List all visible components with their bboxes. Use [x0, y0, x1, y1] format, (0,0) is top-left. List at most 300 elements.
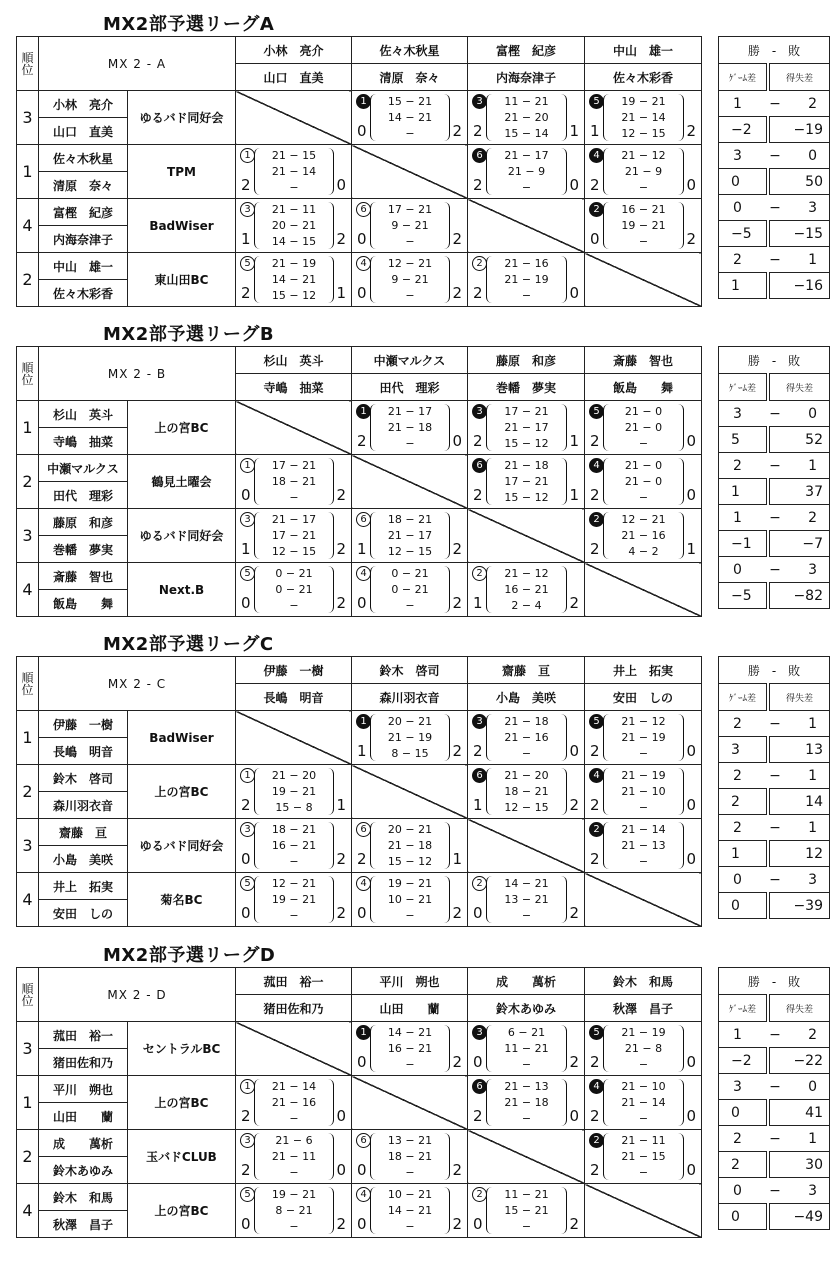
game1-score: 20 − 21 [387, 823, 433, 836]
game1-score: 12 − 21 [387, 257, 433, 270]
game3-score: 15 − 12 [387, 855, 433, 868]
game-diff: −5 [719, 583, 769, 609]
game1-score: 21 − 14 [271, 1080, 317, 1093]
games-won: 2 [590, 432, 600, 450]
match-number-badge: 5 [240, 566, 255, 581]
match-number-badge: 2 [589, 512, 604, 527]
games-won: 2 [590, 486, 600, 504]
match-result-cell [468, 1022, 585, 1076]
game2-score: 21 − 11 [271, 1150, 317, 1163]
game1-score: 21 − 15 [271, 149, 317, 162]
game1-score: 21 − 19 [271, 257, 317, 270]
win-loss-record [719, 711, 830, 737]
team-club: 上の宮BC [128, 1076, 236, 1130]
game1-score: 12 − 21 [271, 877, 317, 890]
game2-score: 21 − 16 [504, 731, 549, 744]
match-result-cell [236, 873, 352, 927]
match-number-badge: 4 [589, 1079, 604, 1094]
game-scores-bracket [254, 1079, 334, 1126]
games-lost: 0 [686, 176, 697, 194]
win-loss-record [719, 505, 830, 531]
game3-score: − [289, 1166, 299, 1179]
point-diff: 37 [768, 479, 829, 505]
match-number-badge: 6 [356, 1133, 371, 1148]
game-scores-bracket [370, 512, 450, 559]
wins: 2 [733, 1130, 742, 1147]
game1-score: 21 − 14 [621, 823, 666, 836]
team-player1: 齋藤 亘 [39, 819, 128, 846]
win-loss-record [719, 247, 830, 273]
game2-score: 21 − 0 [624, 475, 663, 488]
match-result-cell [352, 711, 468, 765]
game-scores-bracket [254, 202, 334, 249]
game2-score: 8 − 21 [275, 1204, 313, 1217]
match-result-cell [468, 1076, 585, 1130]
game1-score: 0 − 21 [391, 567, 429, 580]
games-won: 0 [473, 1053, 483, 1071]
games-won: 0 [473, 904, 483, 922]
match-number-badge: 5 [589, 404, 604, 419]
team-player1: 平川 朔也 [39, 1076, 128, 1103]
game-scores-bracket [603, 202, 684, 249]
col-header-player1: 成 萬析 [468, 968, 585, 995]
win-loss-record [719, 401, 830, 427]
game3-score: − [638, 235, 649, 248]
game-scores-bracket [603, 458, 684, 505]
self-match-cell [352, 1076, 468, 1130]
games-lost: 2 [336, 850, 346, 868]
game-scores-bracket [370, 404, 450, 451]
game-scores-bracket [603, 1025, 684, 1072]
team-player1: 佐々木秋星 [39, 145, 128, 172]
match-result-cell [585, 91, 702, 145]
game-diff: 2 [719, 1152, 769, 1178]
game2-score: 16 − 21 [387, 1042, 433, 1055]
game1-score: 21 − 12 [621, 149, 666, 162]
games-won: 0 [357, 1161, 367, 1179]
game1-score: 0 − 21 [275, 567, 313, 580]
losses: 2 [808, 509, 817, 526]
match-number-badge: 4 [356, 256, 371, 271]
games-won: 2 [241, 1161, 251, 1179]
game2-score: 21 − 18 [387, 421, 433, 434]
match-result-cell [352, 253, 468, 307]
game3-score: 8 − 15 [391, 747, 429, 760]
game-scores-bracket [603, 148, 684, 195]
match-result-cell [352, 199, 468, 253]
match-result-cell [352, 91, 468, 145]
game3-score: − [638, 1112, 649, 1125]
game1-score: 21 − 18 [504, 715, 549, 728]
games-lost: 1 [569, 122, 580, 140]
game3-score: − [638, 437, 649, 450]
rank-header: 順位 [17, 968, 39, 1022]
game2-score: 0 − 21 [275, 583, 313, 596]
games-won: 0 [590, 230, 600, 248]
match-number-badge: 1 [356, 1025, 371, 1040]
game-scores-bracket [486, 876, 567, 923]
team-row [17, 819, 702, 846]
games-lost: 2 [452, 594, 462, 612]
match-result-cell [352, 1022, 468, 1076]
games-won: 2 [590, 850, 600, 868]
team-rank: 1 [17, 711, 39, 765]
col-header-player2: 佐々木彩香 [585, 64, 702, 91]
games-lost: 0 [569, 176, 580, 194]
games-won: 2 [473, 432, 483, 450]
game-scores-bracket [370, 202, 450, 249]
point-diff: −49 [768, 1204, 829, 1230]
match-grid [16, 656, 702, 927]
games-lost: 0 [336, 176, 347, 194]
games-lost: 2 [336, 1215, 347, 1233]
losses: 3 [808, 871, 817, 888]
game-scores-bracket [603, 512, 684, 559]
match-number-badge: 3 [472, 94, 487, 109]
game-scores-bracket [486, 1187, 567, 1234]
self-match-cell [236, 91, 352, 145]
game-scores-bracket [254, 768, 334, 815]
team-club: 鶴見土曜会 [128, 455, 236, 509]
game3-score: − [638, 855, 649, 868]
col-header-player2: 猪田佐和乃 [236, 995, 352, 1022]
standings-table [718, 36, 830, 299]
winloss-header: 勝 - 敗 [719, 37, 830, 64]
losses: 0 [808, 405, 817, 422]
team-row [17, 1022, 702, 1049]
games-lost: 2 [452, 540, 462, 558]
col-header-player1: 富樫 紀彦 [468, 37, 585, 64]
game2-score: 14 − 21 [271, 273, 317, 286]
league-title: MX2部予選リーグD [103, 945, 276, 966]
game3-score: − [405, 235, 415, 248]
losses: 1 [808, 1130, 817, 1147]
games-lost: 0 [452, 432, 462, 450]
wins: 3 [733, 1078, 742, 1095]
col-header-player2: 清原 奈々 [352, 64, 468, 91]
games-won: 2 [473, 122, 483, 140]
game-scores-bracket [254, 1187, 334, 1234]
col-header-player2: 山口 直美 [236, 64, 352, 91]
point-diff: −15 [768, 221, 829, 247]
games-won: 1 [590, 122, 600, 140]
match-number-badge: 1 [356, 714, 371, 729]
game3-score: − [638, 1058, 649, 1071]
team-rank: 1 [17, 1076, 39, 1130]
pointdiff-header: 得失差 [768, 995, 829, 1022]
games-lost: 2 [452, 284, 463, 302]
game1-score: 21 − 19 [621, 769, 666, 782]
match-result-cell [236, 199, 352, 253]
game1-score: 17 − 21 [504, 405, 549, 418]
games-lost: 0 [686, 1053, 697, 1071]
pointdiff-header: 得失差 [768, 374, 829, 401]
game-diff: 1 [719, 273, 769, 299]
games-won: 2 [590, 742, 600, 760]
games-won: 1 [241, 540, 251, 558]
game1-score: 17 − 21 [387, 203, 433, 216]
games-lost: 2 [569, 594, 579, 612]
game2-score: 21 − 14 [621, 111, 666, 124]
self-match-cell [352, 765, 468, 819]
gamediff-header: ｹﾞｰﾑ差 [719, 995, 769, 1022]
game2-score: 21 − 16 [271, 1096, 317, 1109]
match-result-cell [468, 455, 585, 509]
game2-score: 10 − 21 [387, 893, 433, 906]
game-scores-bracket [254, 1133, 334, 1180]
self-match-cell [352, 145, 468, 199]
team-club: Next.B [128, 563, 236, 617]
match-result-cell [468, 765, 585, 819]
dash: − [769, 457, 781, 474]
games-won: 1 [473, 594, 483, 612]
match-result-cell [468, 253, 585, 307]
game1-score: 21 − 12 [504, 567, 549, 580]
match-result-cell [585, 401, 702, 455]
game-scores-bracket [486, 768, 567, 815]
win-loss-record [719, 1178, 830, 1204]
game3-score: − [521, 747, 532, 760]
game2-score: 21 − 14 [621, 1096, 666, 1109]
team-club: ゆるバド同好会 [128, 91, 236, 145]
match-result-cell [585, 1076, 702, 1130]
match-result-cell [352, 1130, 468, 1184]
game3-score: 12 − 15 [271, 545, 317, 558]
match-number-badge: 4 [589, 458, 604, 473]
team-rank: 1 [17, 145, 39, 199]
team-player1: 中瀬マルクス [39, 455, 128, 482]
wins: 2 [733, 251, 742, 268]
game1-score: 21 − 6 [275, 1134, 313, 1147]
team-club: BadWiser [128, 199, 236, 253]
col-header-player2: 安田 しの [585, 684, 702, 711]
game1-score: 21 − 20 [271, 769, 317, 782]
games-lost: 2 [452, 904, 462, 922]
team-player1: 斎藤 智也 [39, 563, 128, 590]
match-result-cell [468, 1184, 585, 1238]
game3-score: − [521, 1220, 532, 1233]
games-lost: 2 [686, 122, 697, 140]
dash: − [769, 405, 781, 422]
game1-score: 20 − 21 [387, 715, 433, 728]
team-row [17, 765, 702, 792]
game-scores-bracket [370, 256, 450, 303]
game3-score: − [405, 599, 415, 612]
game-diff: 0 [719, 893, 768, 919]
team-row [17, 401, 702, 428]
team-player1: 井上 拓実 [39, 873, 128, 900]
games-won: 2 [590, 1107, 600, 1125]
match-number-badge: 6 [356, 822, 371, 837]
team-club: 上の宮BC [128, 1184, 236, 1238]
game2-score: 21 − 19 [387, 731, 433, 744]
match-result-cell [585, 1130, 702, 1184]
losses: 1 [808, 457, 817, 474]
games-won: 0 [357, 284, 367, 302]
game1-score: 15 − 21 [387, 95, 433, 108]
match-number-badge: 3 [240, 1133, 255, 1148]
team-rank: 4 [17, 1184, 39, 1238]
game2-score: 21 − 19 [504, 273, 549, 286]
game3-score: − [521, 909, 532, 922]
gamediff-header: ｹﾞｰﾑ差 [719, 684, 768, 711]
losses: 1 [808, 715, 817, 732]
game3-score: − [638, 801, 649, 814]
losses: 1 [808, 251, 817, 268]
games-lost: 2 [452, 742, 462, 760]
game-scores-bracket [486, 458, 567, 505]
game3-score: 4 − 2 [628, 545, 659, 558]
game1-score: 12 − 21 [621, 513, 666, 526]
team-player2: 清原 奈々 [39, 172, 128, 199]
wins: 1 [733, 1026, 742, 1043]
game1-score: 18 − 21 [387, 513, 433, 526]
games-won: 0 [241, 594, 251, 612]
game3-score: − [289, 855, 299, 868]
winloss-header: 勝 - 敗 [719, 347, 830, 374]
match-result-cell [352, 509, 468, 563]
match-result-cell [236, 1130, 352, 1184]
match-number-badge: 2 [472, 876, 487, 891]
team-player2: 鈴木あゆみ [39, 1157, 128, 1184]
games-won: 0 [357, 904, 367, 922]
game-scores-bracket [370, 876, 450, 923]
games-won: 0 [241, 486, 251, 504]
team-rank: 1 [17, 401, 39, 455]
point-diff: 52 [768, 427, 829, 453]
games-won: 0 [357, 230, 367, 248]
team-row [17, 455, 702, 482]
team-club: 玉バドCLUB [128, 1130, 236, 1184]
point-diff: −22 [768, 1048, 829, 1074]
match-number-badge: 1 [356, 94, 371, 109]
game1-score: 11 − 21 [504, 1188, 549, 1201]
league-grid-wrap [16, 346, 823, 617]
point-diff: 14 [768, 789, 830, 815]
game3-score: − [405, 289, 415, 302]
team-row [17, 509, 702, 536]
col-header-player1: 藤原 和彦 [468, 347, 585, 374]
game2-score: 21 − 18 [387, 839, 433, 852]
match-number-badge: 2 [472, 1187, 487, 1202]
col-header-player1: 伊藤 一樹 [236, 657, 352, 684]
games-won: 2 [473, 176, 483, 194]
match-result-cell [468, 873, 585, 927]
self-match-cell [236, 711, 352, 765]
game1-score: 13 − 21 [387, 1134, 433, 1147]
game-scores-bracket [486, 404, 567, 451]
game-scores-bracket [370, 822, 450, 869]
col-header-player1: 井上 拓実 [585, 657, 702, 684]
games-lost: 0 [686, 1161, 697, 1179]
wins: 0 [733, 561, 742, 578]
point-diff: 12 [768, 841, 830, 867]
standings-table [718, 967, 830, 1230]
games-won: 0 [357, 594, 367, 612]
game1-score: 21 − 17 [271, 513, 317, 526]
games-lost: 0 [686, 486, 696, 504]
dash: − [769, 1078, 781, 1095]
match-result-cell [352, 1184, 468, 1238]
team-club: 菊名BC [128, 873, 236, 927]
team-player2: 安田 しの [39, 900, 128, 927]
team-row [17, 145, 702, 172]
game-diff: 0 [719, 1204, 769, 1230]
team-player1: 小林 亮介 [39, 91, 128, 118]
game-diff: 3 [719, 737, 768, 763]
col-header-player1: 齋藤 亘 [468, 657, 585, 684]
game2-score: 21 − 9 [624, 165, 663, 178]
col-header-player2: 内海奈津子 [468, 64, 585, 91]
games-won: 2 [357, 432, 367, 450]
team-row [17, 711, 702, 738]
match-result-cell [585, 509, 702, 563]
team-rank: 3 [17, 1022, 39, 1076]
game2-score: 21 − 17 [387, 529, 433, 542]
game-scores-bracket [370, 714, 450, 761]
match-result-cell [236, 1076, 352, 1130]
team-player1: 富樫 紀彦 [39, 199, 128, 226]
match-result-cell [468, 563, 585, 617]
match-number-badge: 5 [240, 876, 255, 891]
game-scores-bracket [603, 714, 684, 761]
team-rank: 3 [17, 509, 39, 563]
game3-score: 15 − 14 [504, 127, 549, 140]
game-scores-bracket [486, 1079, 567, 1126]
games-won: 2 [590, 796, 600, 814]
wins: 2 [733, 457, 742, 474]
game-scores-bracket [370, 1133, 450, 1180]
col-header-player1: 佐々木秋星 [352, 37, 468, 64]
team-row [17, 253, 702, 280]
games-lost: 0 [686, 850, 696, 868]
win-loss-record [719, 867, 830, 893]
games-won: 1 [473, 796, 483, 814]
games-won: 2 [241, 1107, 251, 1125]
match-number-badge: 4 [589, 768, 604, 783]
wins: 2 [733, 819, 742, 836]
league-code: MX 2 - A [39, 37, 236, 91]
game2-score: 19 − 21 [621, 219, 666, 232]
team-player2: 寺嶋 抽菜 [39, 428, 128, 455]
game1-score: 19 − 21 [387, 877, 433, 890]
match-result-cell [352, 873, 468, 927]
point-diff: 41 [768, 1100, 829, 1126]
win-loss-record [719, 557, 830, 583]
losses: 3 [808, 1182, 817, 1199]
game2-score: 9 − 21 [391, 219, 429, 232]
games-lost: 0 [569, 742, 579, 760]
game1-score: 21 − 13 [504, 1080, 549, 1093]
dash: − [769, 199, 781, 216]
game2-score: 21 − 9 [507, 165, 546, 178]
team-player1: 鈴木 啓司 [39, 765, 128, 792]
match-number-badge: 6 [472, 768, 487, 783]
dash: − [769, 1026, 781, 1043]
match-result-cell [585, 145, 702, 199]
team-rank: 3 [17, 819, 39, 873]
game-scores-bracket [603, 822, 684, 869]
games-won: 2 [590, 1053, 600, 1071]
match-number-badge: 2 [472, 256, 487, 271]
games-won: 0 [241, 850, 251, 868]
game2-score: 16 − 21 [504, 583, 549, 596]
game3-score: 15 − 12 [504, 491, 549, 504]
game1-score: 21 − 10 [621, 1080, 666, 1093]
wins: 0 [733, 199, 742, 216]
match-result-cell [236, 455, 352, 509]
win-loss-record [719, 195, 830, 221]
